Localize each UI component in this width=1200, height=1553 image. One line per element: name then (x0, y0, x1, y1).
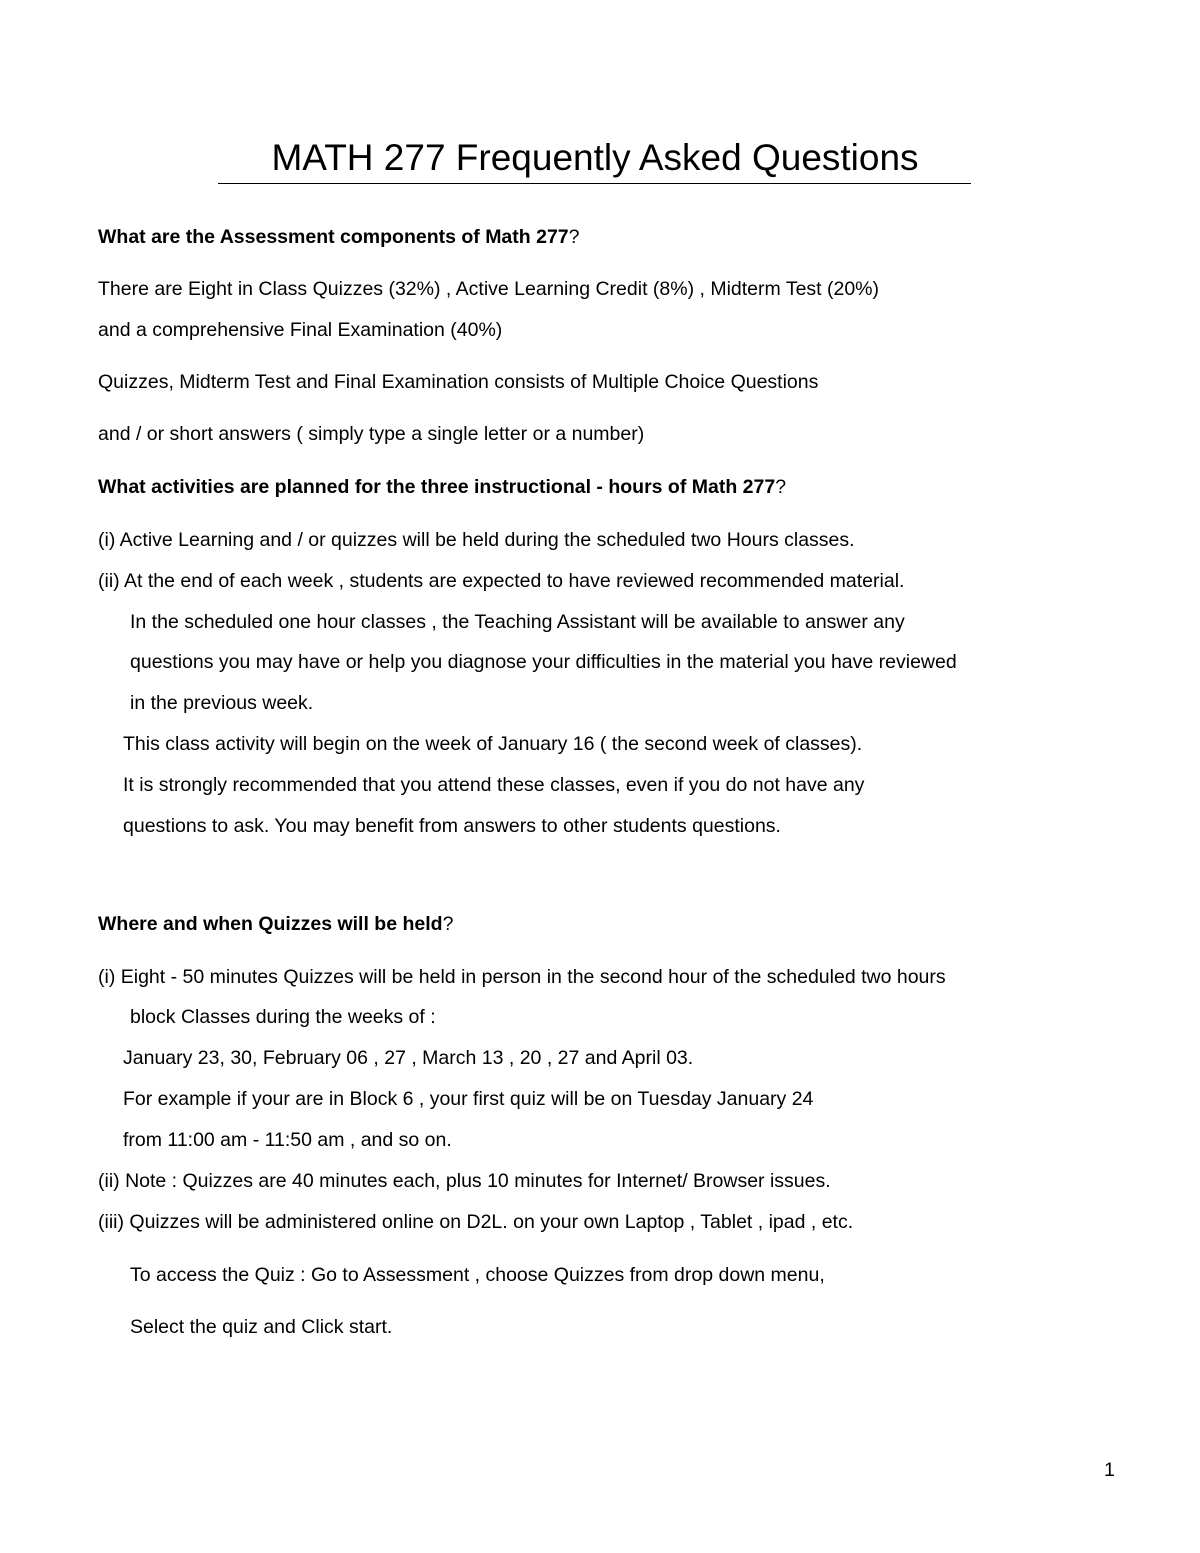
answer-line: questions you may have or help you diagnose your difficulties in the material you have reviewed (130, 651, 957, 673)
page-number: 1 (1104, 1459, 1115, 1481)
answer-line: (i) Eight - 50 minutes Quizzes will be held in person in the second hour of the scheduled two hours (98, 966, 946, 988)
answer-line: block Classes during the weeks of : (130, 1006, 436, 1028)
answer-line: and / or short answers ( simply type a single letter or a number) (98, 423, 645, 445)
answer-line: (ii) Note : Quizzes are 40 minutes each, plus 10 minutes for Internet/ Browser issues. (98, 1170, 831, 1192)
answer-line: To access the Quiz : Go to Assessment , choose Quizzes from drop down menu, (130, 1264, 825, 1286)
answer-line: Quizzes, Midterm Test and Final Examination consists of Multiple Choice Questions (98, 371, 819, 393)
answer-line: in the previous week. (130, 692, 314, 714)
question-text: What activities are planned for the three instructional - hours of Math 277 (98, 476, 776, 498)
answer-line: January 23, 30, February 06 , 27 , March 13 , 20 , 27 and April 03. (123, 1047, 694, 1069)
question-mark: ? (568, 226, 580, 248)
question-mark: ? (442, 913, 454, 935)
question-text: Where and when Quizzes will be held (98, 913, 443, 935)
answer-line: (iii) Quizzes will be administered online on D2L. on your own Laptop , Tablet , ipad , etc. (98, 1211, 854, 1233)
answer-line: (ii) At the end of each week , students are expected to have reviewed recommended material. (98, 570, 905, 592)
answer-line: This class activity will begin on the week of January 16 ( the second week of classes). (123, 733, 863, 755)
question-text: What are the Assessment components of Math 277 (98, 226, 569, 248)
question-mark: ? (775, 476, 787, 498)
title-underline (218, 183, 971, 184)
answer-line: (i) Active Learning and / or quizzes will be held during the scheduled two Hours classes. (98, 529, 855, 551)
answer-line: Select the quiz and Click start. (130, 1316, 393, 1338)
faq-question-assessment (98, 225, 580, 249)
answer-line: questions to ask. You may benefit from answers to other students questions. (123, 815, 781, 837)
document-title: MATH 277 Frequently Asked Questions (271, 137, 919, 178)
faq-question-quizzes (98, 912, 453, 936)
answer-line: For example if your are in Block 6 , your first quiz will be on Tuesday January 24 (123, 1088, 814, 1110)
faq-question-activities (98, 475, 786, 499)
answer-line: In the scheduled one hour classes , the Teaching Assistant will be available to answer any (130, 611, 905, 633)
answer-line: There are Eight in Class Quizzes (32%) , Active Learning Credit (8%) , Midterm Test (20%) (98, 278, 880, 300)
answer-line: and a comprehensive Final Examination (40%) (98, 319, 503, 341)
answer-line: It is strongly recommended that you attend these classes, even if you do not have any (123, 774, 865, 796)
answer-line: from 11:00 am - 11:50 am , and so on. (123, 1129, 452, 1151)
